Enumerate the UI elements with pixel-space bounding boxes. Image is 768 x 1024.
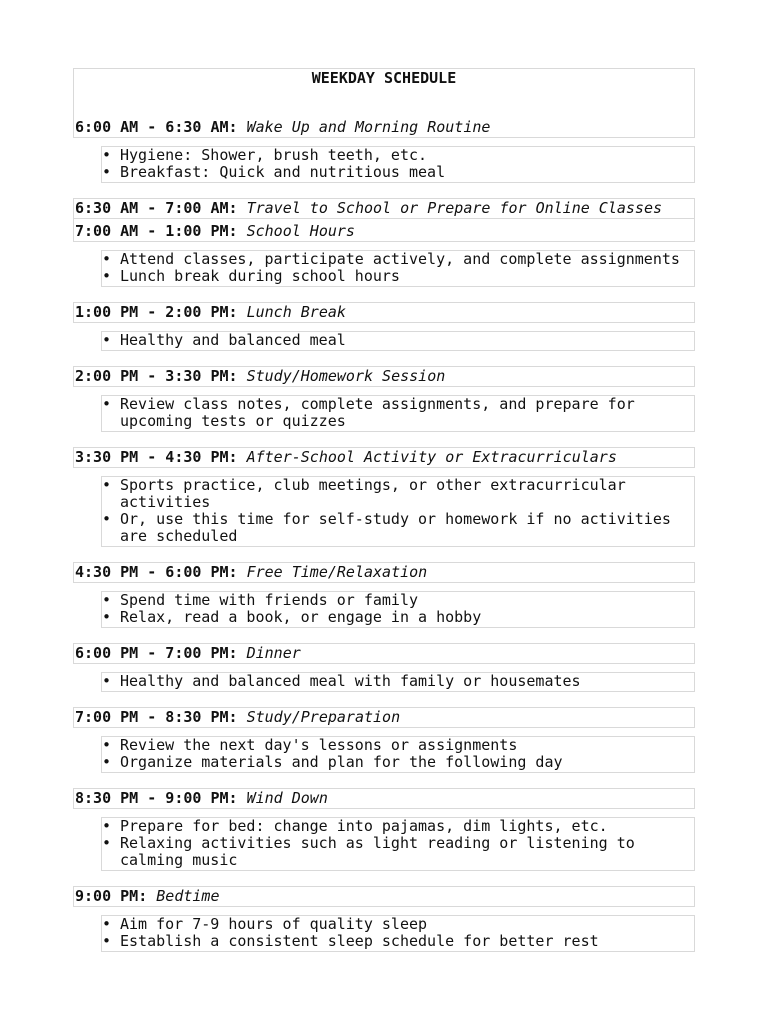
time-range: 4:30 PM - 6:00 PM: bbox=[75, 563, 238, 581]
time-slot-heading bbox=[73, 302, 695, 323]
activity-list bbox=[101, 250, 695, 287]
time-range: 7:00 AM - 1:00 PM: bbox=[75, 222, 238, 240]
activity-name: After-School Activity or Extracurriculars bbox=[246, 448, 617, 466]
activity-name: Dinner bbox=[246, 644, 301, 662]
time-range: 2:00 PM - 3:30 PM: bbox=[75, 367, 238, 385]
time-range: 8:30 PM - 9:00 PM: bbox=[75, 789, 238, 807]
time-slot-heading bbox=[75, 119, 490, 136]
time-slot-heading bbox=[73, 366, 695, 387]
list-item: • Prepare for bed: change into pajamas, dim lights, etc. bbox=[120, 818, 690, 835]
activity-name: Free Time/Relaxation bbox=[246, 563, 428, 581]
activity-list bbox=[101, 915, 695, 952]
activity-name: Wake Up and Morning Routine bbox=[246, 118, 491, 136]
list-item: • Establish a consistent sleep schedule for better rest bbox=[120, 933, 690, 950]
time-range: 3:30 PM - 4:30 PM: bbox=[75, 448, 238, 466]
list-item: • Hygiene: Shower, brush teeth, etc. bbox=[120, 147, 690, 164]
list-item: • Sports practice, club meetings, or other extracurricular activities bbox=[120, 477, 690, 511]
time-range: 6:00 PM - 7:00 PM: bbox=[75, 644, 238, 662]
activity-list bbox=[101, 736, 695, 773]
time-slot-heading bbox=[73, 198, 695, 219]
time-range: 7:00 PM - 8:30 PM: bbox=[75, 708, 238, 726]
schedule-document bbox=[73, 68, 695, 967]
time-slot-heading bbox=[73, 562, 695, 583]
activity-name: Study/Homework Session bbox=[246, 367, 446, 385]
activity-list bbox=[101, 817, 695, 871]
document-title: WEEKDAY SCHEDULE bbox=[311, 69, 457, 87]
time-range: 9:00 PM: bbox=[75, 887, 148, 905]
activity-list bbox=[101, 395, 695, 432]
list-item: • Lunch break during school hours bbox=[120, 268, 690, 285]
list-item: • Or, use this time for self-study or homework if no activities are scheduled bbox=[120, 511, 690, 545]
list-item: • Relax, read a book, or engage in a hobby bbox=[120, 609, 690, 626]
activity-list bbox=[101, 591, 695, 628]
time-range: 6:30 AM - 7:00 AM: bbox=[75, 199, 238, 217]
list-item: • Organize materials and plan for the following day bbox=[120, 754, 690, 771]
time-slot-heading bbox=[73, 643, 695, 664]
time-slot-heading bbox=[73, 788, 695, 809]
activity-name: Lunch Break bbox=[246, 303, 346, 321]
title-block bbox=[73, 68, 695, 138]
list-item: • Breakfast: Quick and nutritious meal bbox=[120, 164, 690, 181]
list-item: • Relaxing activities such as light reading or listening to calming music bbox=[120, 835, 690, 869]
list-item: • Healthy and balanced meal with family or housemates bbox=[120, 673, 690, 690]
activity-list bbox=[101, 146, 695, 183]
activity-list bbox=[101, 476, 695, 547]
activity-name: Wind Down bbox=[246, 789, 328, 807]
list-item: • Healthy and balanced meal bbox=[120, 332, 690, 349]
activity-name: School Hours bbox=[246, 222, 355, 240]
time-slot-heading bbox=[73, 707, 695, 728]
time-range: 6:00 AM - 6:30 AM: bbox=[75, 118, 238, 136]
activity-list bbox=[101, 331, 695, 351]
time-range: 1:00 PM - 2:00 PM: bbox=[75, 303, 238, 321]
time-slot-heading bbox=[73, 447, 695, 468]
activity-name: Bedtime bbox=[156, 887, 220, 905]
list-item: • Review class notes, complete assignments, and prepare for upcoming tests or quizzes bbox=[120, 396, 690, 430]
list-item: • Aim for 7-9 hours of quality sleep bbox=[120, 916, 690, 933]
activity-name: Study/Preparation bbox=[246, 708, 401, 726]
list-item: • Review the next day's lessons or assignments bbox=[120, 737, 690, 754]
activity-name: Travel to School or Prepare for Online Classes bbox=[246, 199, 663, 217]
list-item: • Spend time with friends or family bbox=[120, 592, 690, 609]
activity-list bbox=[101, 672, 695, 692]
time-slot-heading bbox=[73, 219, 695, 242]
list-item: • Attend classes, participate actively, and complete assignments bbox=[120, 251, 690, 268]
time-slot-heading bbox=[73, 886, 695, 907]
